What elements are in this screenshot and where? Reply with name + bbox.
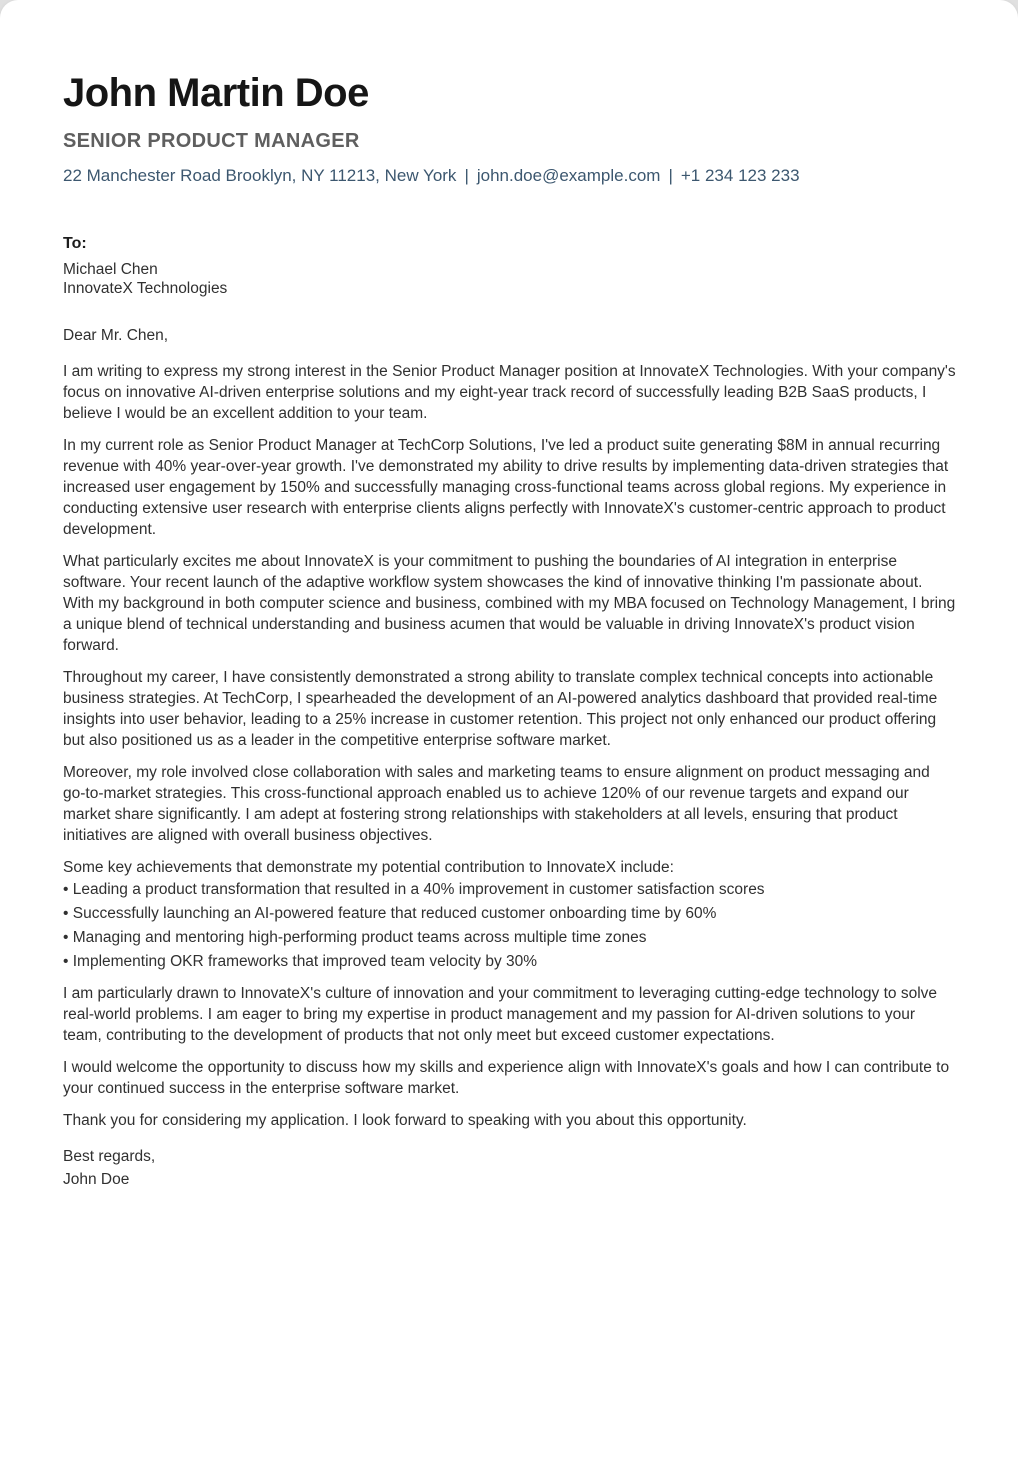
letter-paragraph: Thank you for considering my application. I look forward to speaking with you about this opportunity. <box>63 1112 747 1130</box>
contact-address: 22 Manchester Road Brooklyn, NY 11213, New York <box>63 166 457 185</box>
signoff-text: Best regards, <box>63 1148 156 1166</box>
achievement-item: • Leading a product transformation that resulted in a 40% improvement in customer satisfaction scores <box>63 879 956 900</box>
candidate-name: John Martin Doe <box>63 71 369 115</box>
salutation: Dear Mr. Chen, <box>63 327 169 345</box>
signoff-block <box>63 1147 956 1189</box>
letter-paragraph: I am writing to express my strong interest in the Senior Product Manager position at InnovateX Technologies. With your company's focus on innovative AI-driven enterprise solutions and my eight-year track record of successfully leading B2B SaaS products, I believe I would be an excellent addition to your team. <box>63 363 956 423</box>
letter-header <box>63 70 956 187</box>
letter-paragraph: Moreover, my role involved close collaboration with sales and marketing teams to ensure alignment on product messaging and go-to-market strategies. This cross-functional approach enabled us to achieve 120% of our revenue targets and expand our market share significantly. I am adept at fostering strong relationships with stakeholders at all levels, ensuring that product initiatives are aligned with overall business objectives. <box>63 764 930 845</box>
contact-separator: | <box>668 166 673 185</box>
contact-phone: +1 234 123 233 <box>680 166 800 185</box>
achievement-item: • Implementing OKR frameworks that improved team velocity by 30% <box>63 951 956 972</box>
achievement-item: • Successfully launching an AI-powered feature that reduced customer onboarding time by 60% <box>63 903 956 924</box>
contact-info <box>63 165 956 187</box>
letter-body <box>63 325 956 1189</box>
signature-name: John Doe <box>63 1171 130 1189</box>
recipient-label: To: <box>63 235 87 253</box>
letter-paragraph: I am particularly drawn to InnovateX's culture of innovation and your commitment to leveraging cutting-edge technology to solve real-world problems. I am eager to bring my expertise in product management and my passion for AI-driven solutions to your team, contributing to the development of products that not only meet but exceed customer expectations. <box>63 985 938 1045</box>
contact-email: john.doe@example.com <box>476 166 661 185</box>
candidate-job-title: SENIOR PRODUCT MANAGER <box>63 130 360 152</box>
recipient-company: InnovateX Technologies <box>63 280 228 298</box>
letter-paragraph: In my current role as Senior Product Manager at TechCorp Solutions, I've led a product suite generating $8M in annual recurring revenue with 40% year-over-year growth. I've demonstrated my ability to drive results by implementing data-driven strategies that increased user engagement by 150% and successfully managing cross-functional teams across global regions. My experience in conducting extensive user research with enterprise clients aligns perfectly with InnovateX's customer-centric approach to product development. <box>63 437 949 539</box>
letter-paragraph: I would welcome the opportunity to discuss how my skills and experience align with InnovateX's goals and how I can contribute to your continued success in the enterprise software market. <box>63 1059 950 1098</box>
recipient-block <box>63 234 956 298</box>
recipient-name: Michael Chen <box>63 261 158 279</box>
letter-paragraph: Throughout my career, I have consistently demonstrated a strong ability to translate complex technical concepts into actionable business strategies. At TechCorp, I spearheaded the development of an AI-powered analytics dashboard that provided real-time insights into user behavior, leading to a 25% increase in customer retention. This project not only enhanced our product offering but also positioned us as a leader in the competitive enterprise software market. <box>63 669 938 750</box>
achievements-intro: Some key achievements that demonstrate my potential contribution to InnovateX include: <box>63 859 674 877</box>
achievements-list <box>63 857 956 972</box>
achievement-item: • Managing and mentoring high-performing product teams across multiple time zones <box>63 927 956 948</box>
contact-separator: | <box>464 166 469 185</box>
letter-paragraph: What particularly excites me about InnovateX is your commitment to pushing the boundaries of AI integration in enterprise software. Your recent launch of the adaptive workflow system showcases the kind of innovative thinking I'm passionate about. With my background in both computer science and business, combined with my MBA focused on Technology Management, I bring a unique blend of technical understanding and business acumen that would be valuable in driving InnovateX's product vision forward. <box>63 553 956 655</box>
